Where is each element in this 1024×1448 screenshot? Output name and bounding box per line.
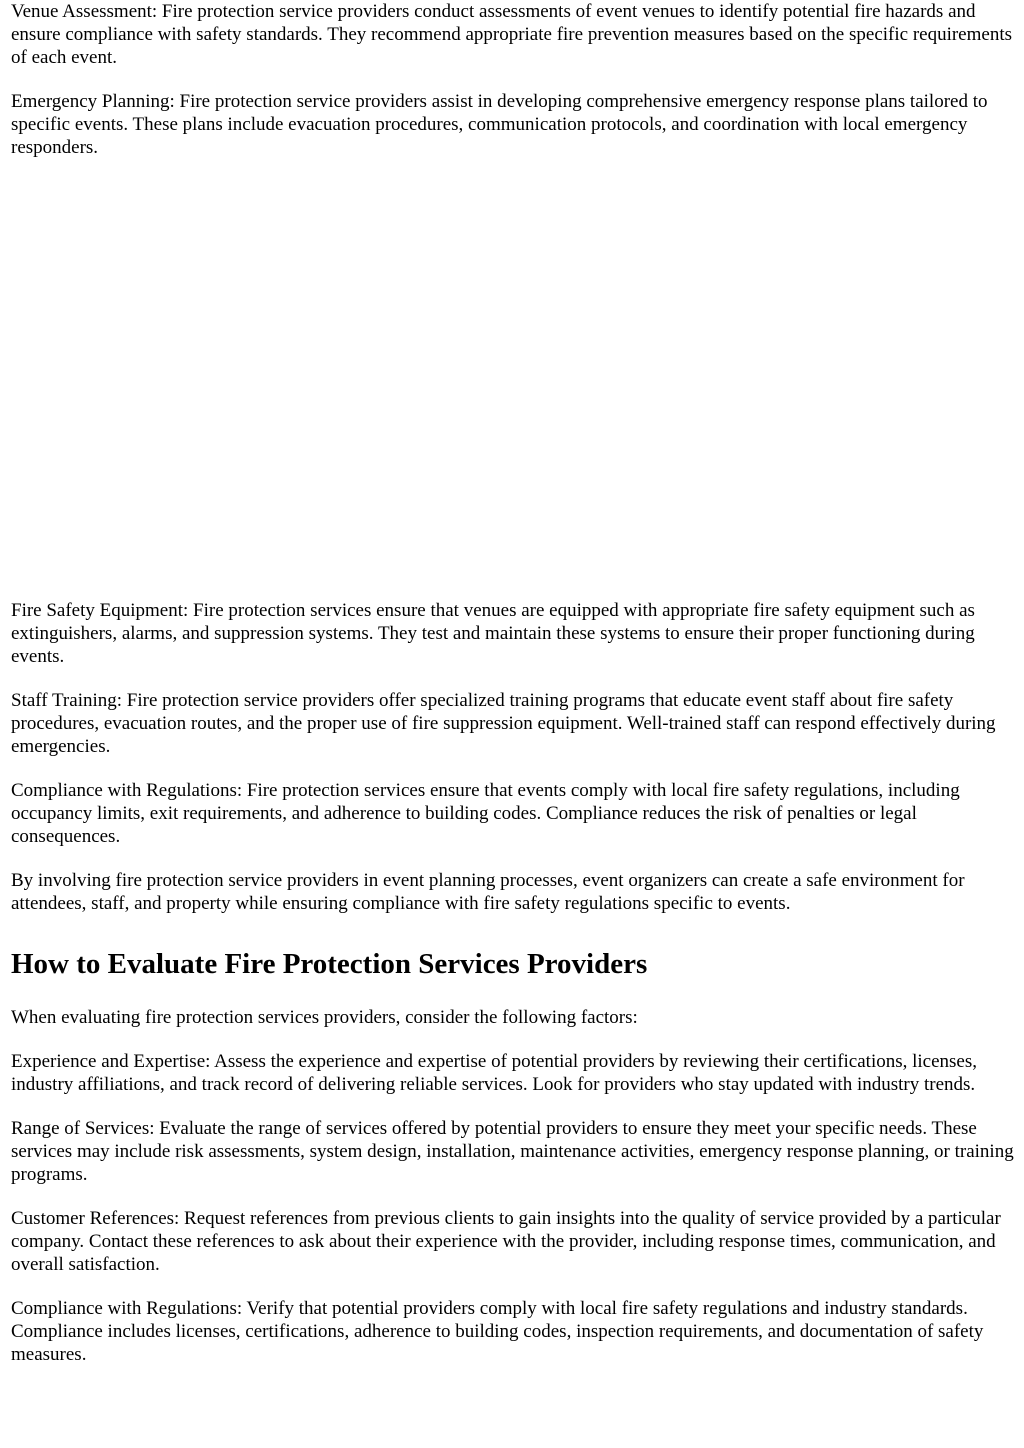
blank-space: [11, 180, 1015, 599]
paragraph-staff-training: Staff Training: Fire protection service providers offer specialized training programs that educate event staff about fire safety procedures, evacuation routes, and the proper use of fire suppression equipment. Well-trained staff can respond effectively during emergencies.: [11, 690, 996, 757]
top-section: [11, 0, 1015, 159]
paragraph-experience-expertise: Experience and Expertise: Assess the experience and expertise of potential providers by reviewing their certifications, licenses, industry affiliations, and track record of delivering reliable services. Look for providers who stay updated with industry trends.: [11, 1051, 978, 1095]
section-heading: How to Evaluate Fire Protection Services Providers: [11, 948, 648, 980]
paragraph-fire-safety-equipment: Fire Safety Equipment: Fire protection services ensure that venues are equipped with appropriate fire safety equipment such as extinguishers, alarms, and suppression systems. They test and maintain these systems to ensure their proper functioning during events.: [11, 600, 975, 667]
paragraph-venue-assessment: Venue Assessment: Fire protection service providers conduct assessments of event venues to identify potential fire hazards and ensure compliance with safety standards. They recommend appropriate fire prevention measures based on the specific requirements of each event.: [11, 1, 1012, 68]
document-page: [11, 0, 1015, 1387]
middle-section: [11, 599, 1015, 915]
paragraph-customer-references: Customer References: Request references from previous clients to gain insights into the quality of service provided by a particular company. Contact these references to ask about their experience with the provider, including response times, communication, and overall satisfaction.: [11, 1208, 1001, 1275]
paragraph-evaluation-intro: When evaluating fire protection services providers, consider the following factors:: [11, 1007, 638, 1028]
bottom-section: [11, 1006, 1015, 1366]
paragraph-range-of-services: Range of Services: Evaluate the range of services offered by potential providers to ensure they meet your specific needs. These services may include risk assessments, system design, installation, maintenance activities, emergency response planning, or training programs.: [11, 1118, 1014, 1185]
paragraph-emergency-planning: Emergency Planning: Fire protection service providers assist in developing comprehensive emergency response plans tailored to specific events. These plans include evacuation procedures, communication protocols, and coordination with local emergency responders.: [11, 91, 988, 158]
paragraph-involving-providers: By involving fire protection service providers in event planning processes, event organizers can create a safe environment for attendees, staff, and property while ensuring compliance with fire safety regulations specific to events.: [11, 870, 965, 914]
paragraph-compliance-regulations: Compliance with Regulations: Fire protection services ensure that events comply with local fire safety regulations, including occupancy limits, exit requirements, and adherence to building codes. Compliance reduces the risk of penalties or legal consequences.: [11, 780, 960, 847]
paragraph-verify-compliance: Compliance with Regulations: Verify that potential providers comply with local fire safety regulations and industry standards. Compliance includes licenses, certifications, adherence to building codes, inspection requirements, and documentation of safety measures.: [11, 1298, 984, 1365]
